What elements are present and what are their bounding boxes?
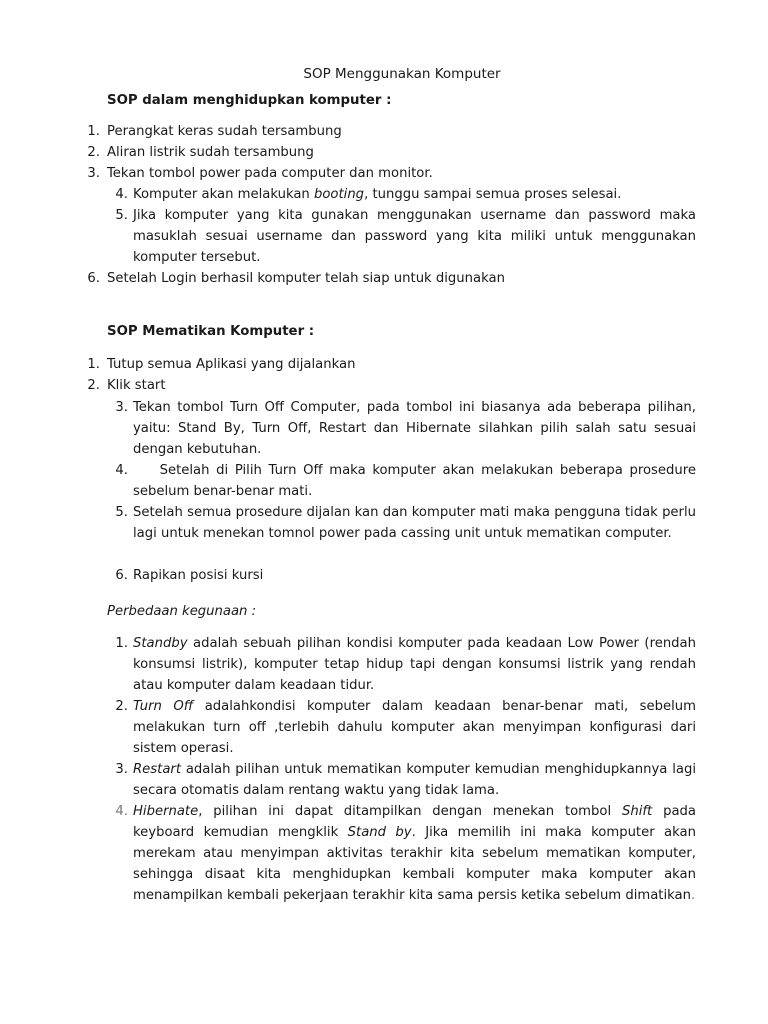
section-heading-power-off: SOP Mematikan Komputer : [107,324,315,339]
list-item: 5. Setelah semua prosedure dijalan kan dan komputer mati maka pengguna tidak perlu lagi untuk menekan tomnol power pada cassing unit untuk mematikan computer. [115,505,696,541]
list-item: 2. Aliran listrik sudah tersambung [87,145,314,160]
document-title: SOP Menggunakan Komputer [303,66,501,82]
list-item: 2. Turn Off adalahkondisi komputer dalam keadaan benar-benar mati, sebelum melakukan turn off ,terlebih dahulu komputer akan menyimpan konfigurasi dari sistem operasi. [115,699,696,756]
list-item: 5. Jika komputer yang kita gunakan menggunakan username dan password maka masuklah sesuai username dan password yang kita miliki untuk menggunakan komputer tersebut. [115,208,696,265]
list-item: 3. Tekan tombol Turn Off Computer, pada tombol ini biasanya ada beberapa pilihan, yaitu: Stand By, Turn Off, Restart dan Hibernate silahkan pilih salah satu sesuai dengan kebutuhan. [115,400,696,457]
list-item: 1. Perangkat keras sudah tersambung [87,124,342,139]
list-item: 6. Rapikan posisi kursi [115,568,264,583]
list-item: 3. Restart adalah pilihan untuk mematikan komputer kemudian menghidupkannya lagi secara otomatis dalam rentang waktu yang tidak lama. [115,762,696,798]
list-item: 3. Tekan tombol power pada computer dan monitor. [87,166,433,181]
list-item: 4. Hibernate, pilihan ini dapat ditampilkan dengan menekan tombol Shift pada keyboard kemudian mengklik Stand by. Jika memilih ini maka komputer akan merekam atau menyimpan aktivitas terakhir kita sebelum mematikan komputer, sehingga disaat kita menghidupkan kembali komputer maka komputer akan menampilkan kembali pekerjaan terakhir kita sama persis ketika sebelum dimatikan. [115,804,696,903]
list-item: 1. Standby adalah sebuah pilihan kondisi komputer pada keadaan Low Power (rendah konsumsi listrik), komputer tetap hidup tapi dengan konsumsi listrik yang rendah atau komputer dalam keadaan tidur. [115,636,696,693]
section-heading-power-on: SOP dalam menghidupkan komputer : [107,93,392,108]
list-item: 1. Tutup semua Aplikasi yang dijalankan [87,357,356,372]
list-item: 4. Komputer akan melakukan booting, tunggu sampai semua proses selesai. [115,187,622,202]
list-item: 2. Klik start [87,378,166,393]
list-item: 4. Setelah di Pilih Turn Off maka komputer akan melakukan beberapa prosedure sebelum benar-benar mati. [115,463,701,499]
list-item: 6. Setelah Login berhasil komputer telah siap untuk digunakan [87,271,505,286]
section-heading-differences: Perbedaan kegunaan : [107,604,257,619]
